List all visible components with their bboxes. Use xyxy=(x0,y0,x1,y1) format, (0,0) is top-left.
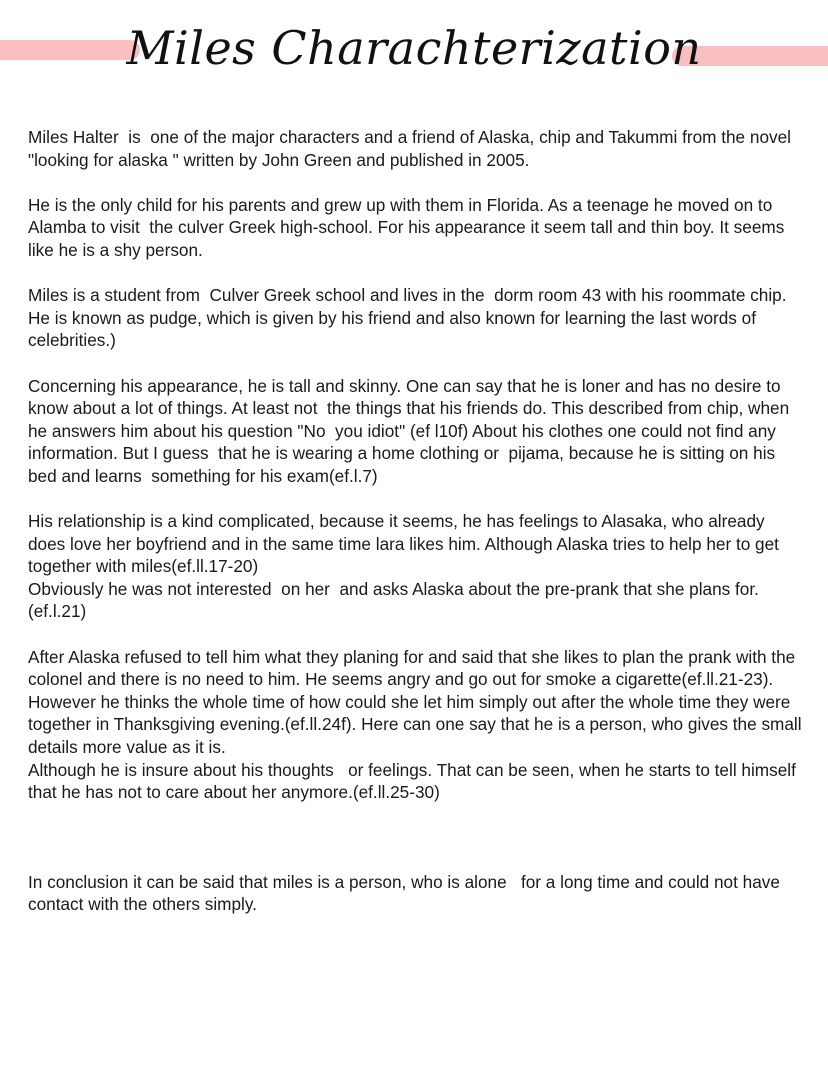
paragraph-intro: Miles Halter is one of the major characters and a friend of Alaska, chip and Takummi from the novel "looking for alaska " written by John Green and published in 2005. xyxy=(28,127,796,170)
page-title: Miles Charachterization xyxy=(126,21,702,75)
paragraph-pre-prank: Obviously he was not interested on her and asks Alaska about the pre-prank that she plans for.(ef.l.21) xyxy=(28,578,759,622)
paragraph-conclusion: In conclusion it can be said that miles is a person, who is alone for a long time and could not have contact with the others simply. xyxy=(28,871,785,915)
paragraph-background: He is the only child for his parents and grew up with them in Florida. As a teenage he moved on to Alamba to visit the culver Greek high-school. For his appearance it seem tall and thin boy. It seems like he is a shy person. xyxy=(28,194,790,260)
paragraph-appearance: Concerning his appearance, he is tall and skinny. One can say that he is loner and has no desire to know about a lot of things. At least not the things that his friends do. This described from chip, when he answers him about his question "No you idiot" (ef l10f) About his clothes one could not find any information. But I guess that he is wearing a home clothing or pijama, because he is sitting on his bed and learns something for his exam(ef.l.7) xyxy=(28,375,794,486)
title-banner xyxy=(0,0,828,110)
paragraph-school: Miles is a student from Culver Greek school and lives in the dorm room 43 with his roommate chip. He is known as pudge, which is given by his friend and also known for learning the last words of celebrities.) xyxy=(28,285,792,351)
paragraph-insecurity: Although he is insure about his thoughts or feelings. That can be seen, when he starts to tell himself that he has not to care about her anymore.(ef.ll.25-30) xyxy=(28,759,801,803)
paragraph-relationship: His relationship is a kind complicated, because it seems, he has feelings to Alasaka, who already does love her boyfriend and in the same time lara likes him. Although Alaska tries to help her to get together with miles(ef.ll.17-20) xyxy=(28,511,784,577)
document-body xyxy=(28,126,807,916)
paragraph-refusal: After Alaska refused to tell him what they planing for and said that she likes to plan the prank with the colonel and there is no need to him. He seems angry and go out for smoke a cigarette(ef.ll.21-23). However he thinks the whole time of how could she let him simply out after the whole time they were together in Thanksgiving evening.(ef.ll.24f). Here can one say that he is a person, who gives the small details more value as it is. xyxy=(28,646,807,758)
